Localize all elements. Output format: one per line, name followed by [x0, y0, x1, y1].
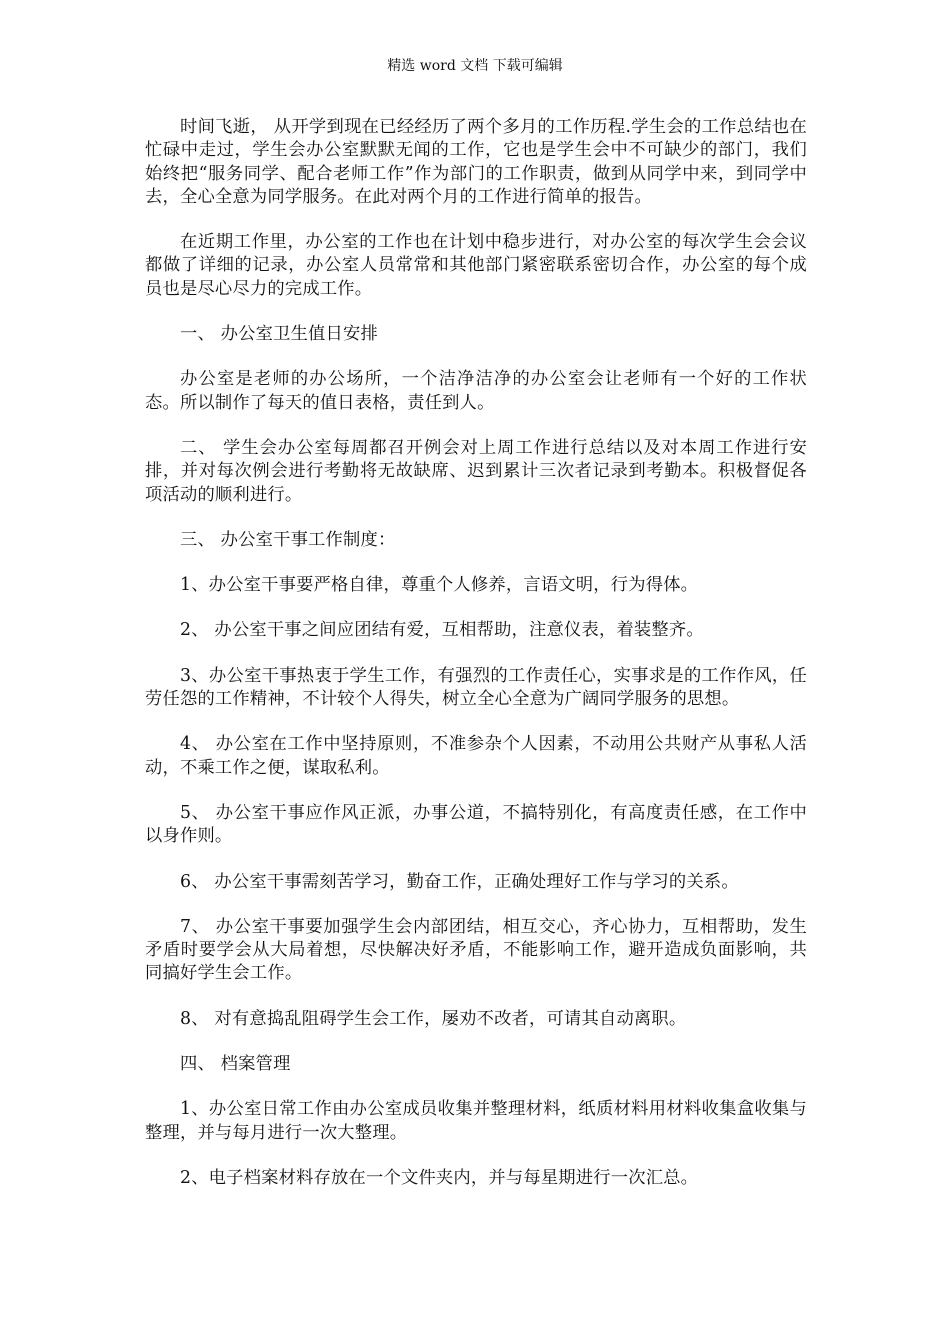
- archive-item-2: 2、电子档案材料存放在一个文件夹内，并与每星期进行一次汇总。: [180, 1167, 699, 1188]
- section-heading-4: 四、 档案管理: [180, 1054, 291, 1075]
- recent-work-paragraph: 在近期工作里，办公室的工作也在计划中稳步进行，对办公室的每次学生会会议都做了详细的记录，办公室人员常常和其他部门紧密联系密切合作，办公室的每个成员也是尽心尽力的完成工作。: [145, 232, 807, 299]
- rule-item-5: 5、 办公室干事应作风正派，办事公道，不搞特别化，有高度责任感，在工作中以身作则。: [145, 802, 807, 847]
- section-1-paragraph: 办公室是老师的办公场所，一个洁净洁净的办公室会让老师有一个好的工作状态。所以制作了每天的值日表格，责任到人。: [145, 369, 807, 413]
- archive-item-1: 1、办公室日常工作由办公室成员收集并整理材料，纸质材料用材料收集盒收集与整理，并与每月进行一次大整理。: [145, 1099, 807, 1143]
- page-header: 精选 word 文档 下载可编辑: [387, 58, 563, 74]
- rule-item-2: 2、 办公室干事之间应团结有爱，互相帮助，注意仪表，着装整齐。: [180, 620, 704, 641]
- rule-item-4: 4、 办公室在工作中坚持原则，不准参杂个人因素，不动用公共财产从事私人活动，不乘工作之便，谋取私利。: [145, 734, 807, 778]
- document-body: [145, 116, 807, 1212]
- section-2-paragraph: 二、 学生会办公室每周都召开例会对上周工作进行总结以及对本周工作进行安排，并对每次例会进行考勤将无故缺席、迟到累计三次者记录到考勤本。积极督促各项活动的顺利进行。: [145, 437, 807, 505]
- intro-paragraph: 时间飞逝， 从开学到现在已经经历了两个多月的工作历程.学生会的工作总结也在忙碌中走过，学生会办公室默默无闻的工作，它也是学生会中不可缺少的部门，我们始终把“服务同学、配合老师工作”作为部门的工作职责，做到从同学中来，到同学中去，全心全意为同学服务。在此对两个月的工作进行简单的报告。: [145, 117, 807, 207]
- section-heading-3: 三、 办公室干事工作制度：: [180, 529, 396, 550]
- section-heading-1: 一、 办公室卫生值日安排: [180, 324, 378, 345]
- rule-item-6: 6、 办公室干事需刻苦学习，勤奋工作，正确处理好工作与学习的关系。: [180, 871, 739, 892]
- rule-item-3: 3、办公室干事热衷于学生工作，有强烈的工作责任心，实事求是的工作作风，任劳任怨的工作精神，不计较个人得失，树立全心全意为广阔同学服务的思想。: [145, 665, 807, 710]
- rule-item-8: 8、 对有意捣乱阻碍学生会工作，屡劝不改者，可请其自动离职。: [180, 1008, 687, 1029]
- rule-item-7: 7、 办公室干事要加强学生会内部团结，相互交心，齐心协力，互相帮助，发生矛盾时要学会从大局着想，尽快解决好矛盾，不能影响工作，避开造成负面影响，共同搞好学生会工作。: [145, 916, 807, 984]
- rule-item-1: 1、办公室干事要严格自律，尊重个人修养，言语文明，行为得体。: [180, 575, 699, 596]
